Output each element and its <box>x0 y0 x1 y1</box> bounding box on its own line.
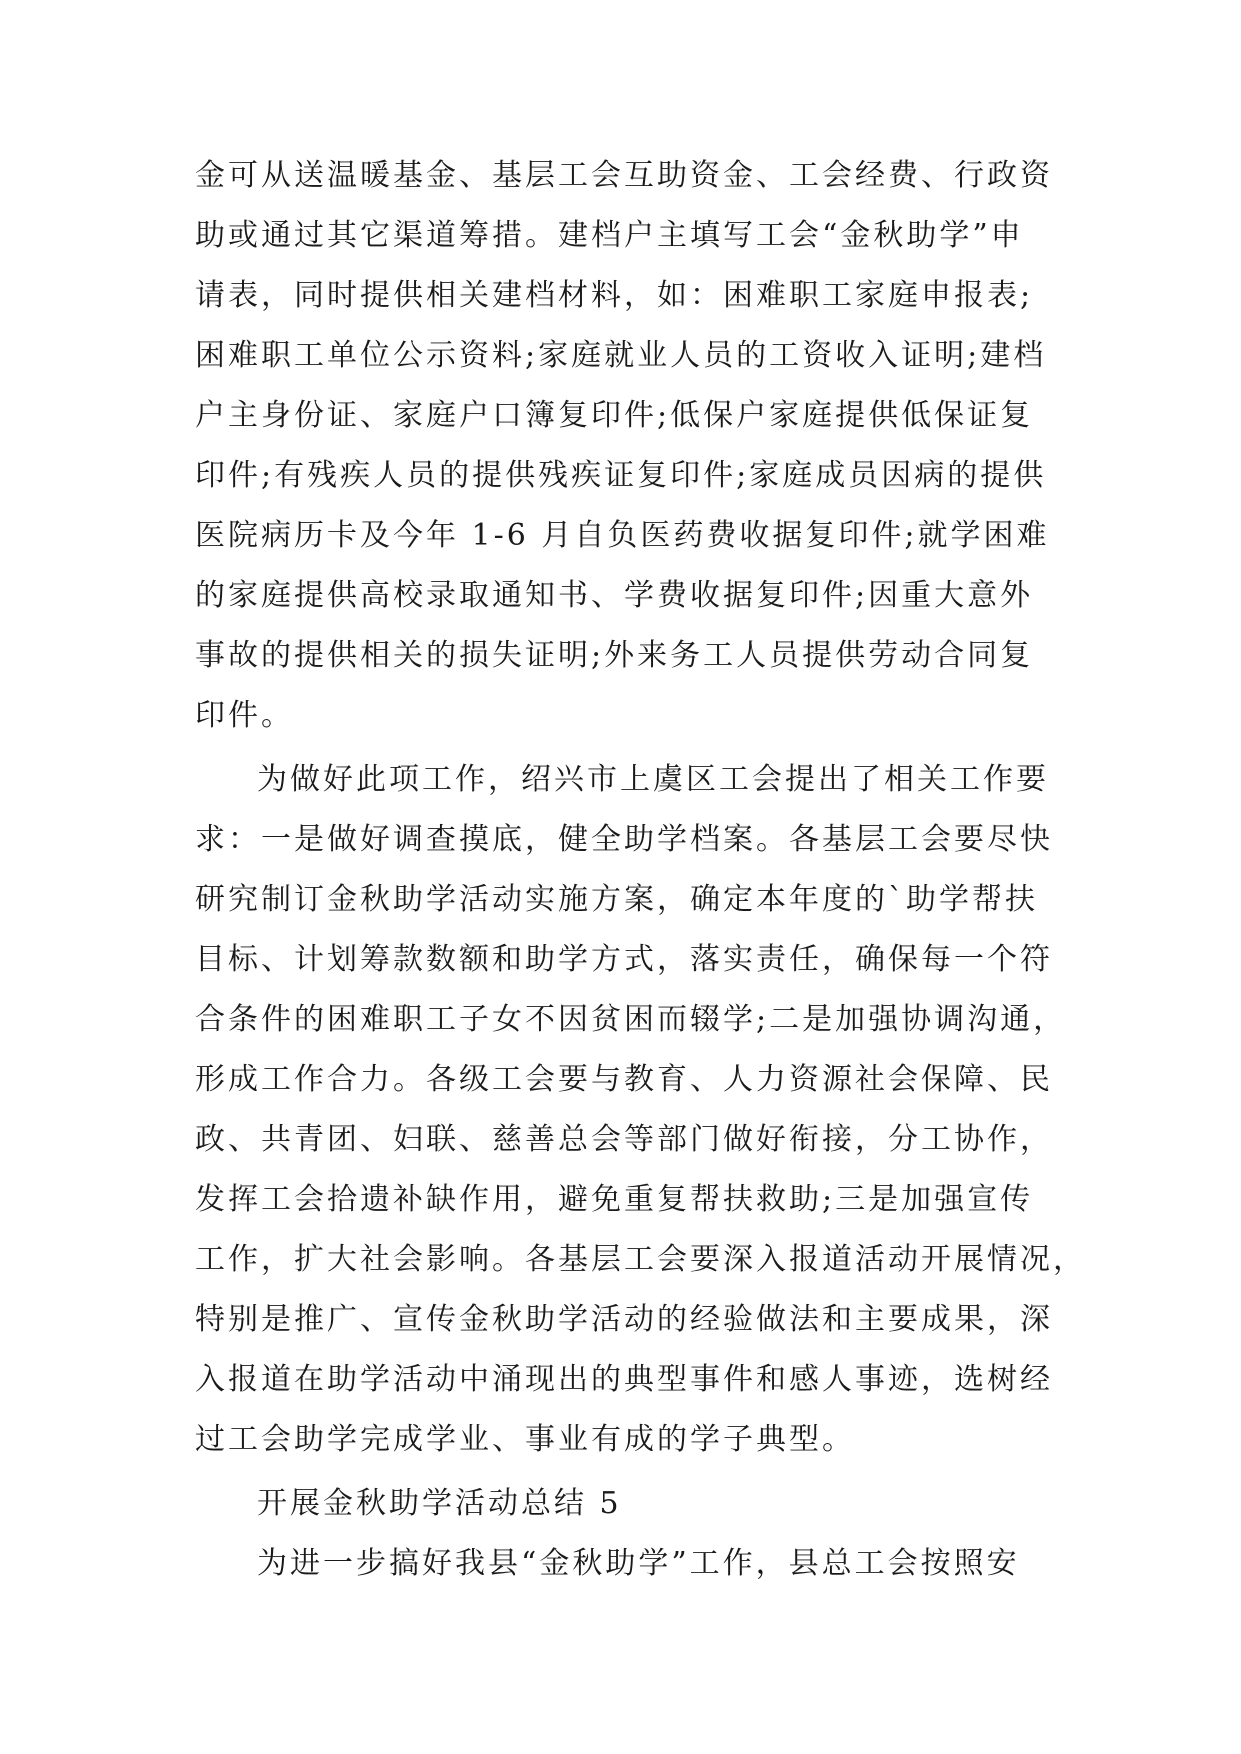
paragraph-line: 困难职工单位公示资料;家庭就业人员的工资收入证明;建档 <box>195 338 1047 373</box>
paragraph-line: 研究制订金秋助学活动实施方案，确定本年度的`助学帮扶 <box>195 882 1038 917</box>
paragraph-line: 特别是推广、宣传金秋助学活动的经验做法和主要成果，深 <box>195 1302 1053 1337</box>
paragraph-line: 印件;有残疾人员的提供残疾证复印件;家庭成员因病的提供 <box>195 458 1047 493</box>
paragraph-line: 金可从送温暖基金、基层工会互助资金、工会经费、行政资 <box>195 158 1053 193</box>
paragraph-line: 入报道在助学活动中涌现出的典型事件和感人事迹，选树经 <box>195 1362 1053 1397</box>
paragraph-line: 助或通过其它渠道筹措。建档户主填写工会“金秋助学”申 <box>195 218 1024 253</box>
paragraph-line: 户主身份证、家庭户口簿复印件;低保户家庭提供低保证复 <box>195 398 1034 433</box>
paragraph-line: 医院病历卡及今年 1-6 月自负医药费收据复印件;就学困难 <box>195 518 1050 553</box>
paragraph-line: 形成工作合力。各级工会要与教育、人力资源社会保障、民 <box>195 1062 1053 1097</box>
paragraph-line: 的家庭提供高校录取通知书、学费收据复印件;因重大意外 <box>195 578 1034 613</box>
paragraph-line: 工作，扩大社会影响。各基层工会要深入报道活动开展情况， <box>195 1242 1086 1277</box>
paragraph-2 <box>195 750 1086 1470</box>
paragraph-line: 目标、计划筹款数额和助学方式，落实责任，确保每一个符 <box>195 942 1053 977</box>
paragraph-line: 事故的提供相关的损失证明;外来务工人员提供劳动合同复 <box>195 638 1034 673</box>
paragraph-line: 过工会助学完成学业、事业有成的学子典型。 <box>195 1422 855 1457</box>
section-heading-block <box>195 1474 1065 1534</box>
paragraph-line: 为进一步搞好我县“金秋助学”工作，县总工会按照安 <box>257 1546 1020 1581</box>
paragraph-line: 求：一是做好调查摸底，健全助学档案。各基层工会要尽快 <box>195 822 1053 857</box>
paragraph-line: 为做好此项工作，绍兴市上虞区工会提出了相关工作要 <box>257 762 1049 797</box>
paragraph-3 <box>195 1534 1065 1594</box>
paragraph-line: 请表，同时提供相关建档材料，如：困难职工家庭申报表; <box>195 278 1034 313</box>
paragraph-1 <box>195 146 1065 746</box>
paragraph-line: 政、共青团、妇联、慈善总会等部门做好衔接，分工协作， <box>195 1122 1053 1157</box>
paragraph-line: 合条件的困难职工子女不因贫困而辍学;二是加强协调沟通， <box>195 1002 1067 1037</box>
paragraph-line: 印件。 <box>195 698 294 733</box>
paragraph-line: 发挥工会拾遗补缺作用，避免重复帮扶救助;三是加强宣传 <box>195 1182 1034 1217</box>
section-heading: 开展金秋助学活动总结 5 <box>257 1486 622 1521</box>
